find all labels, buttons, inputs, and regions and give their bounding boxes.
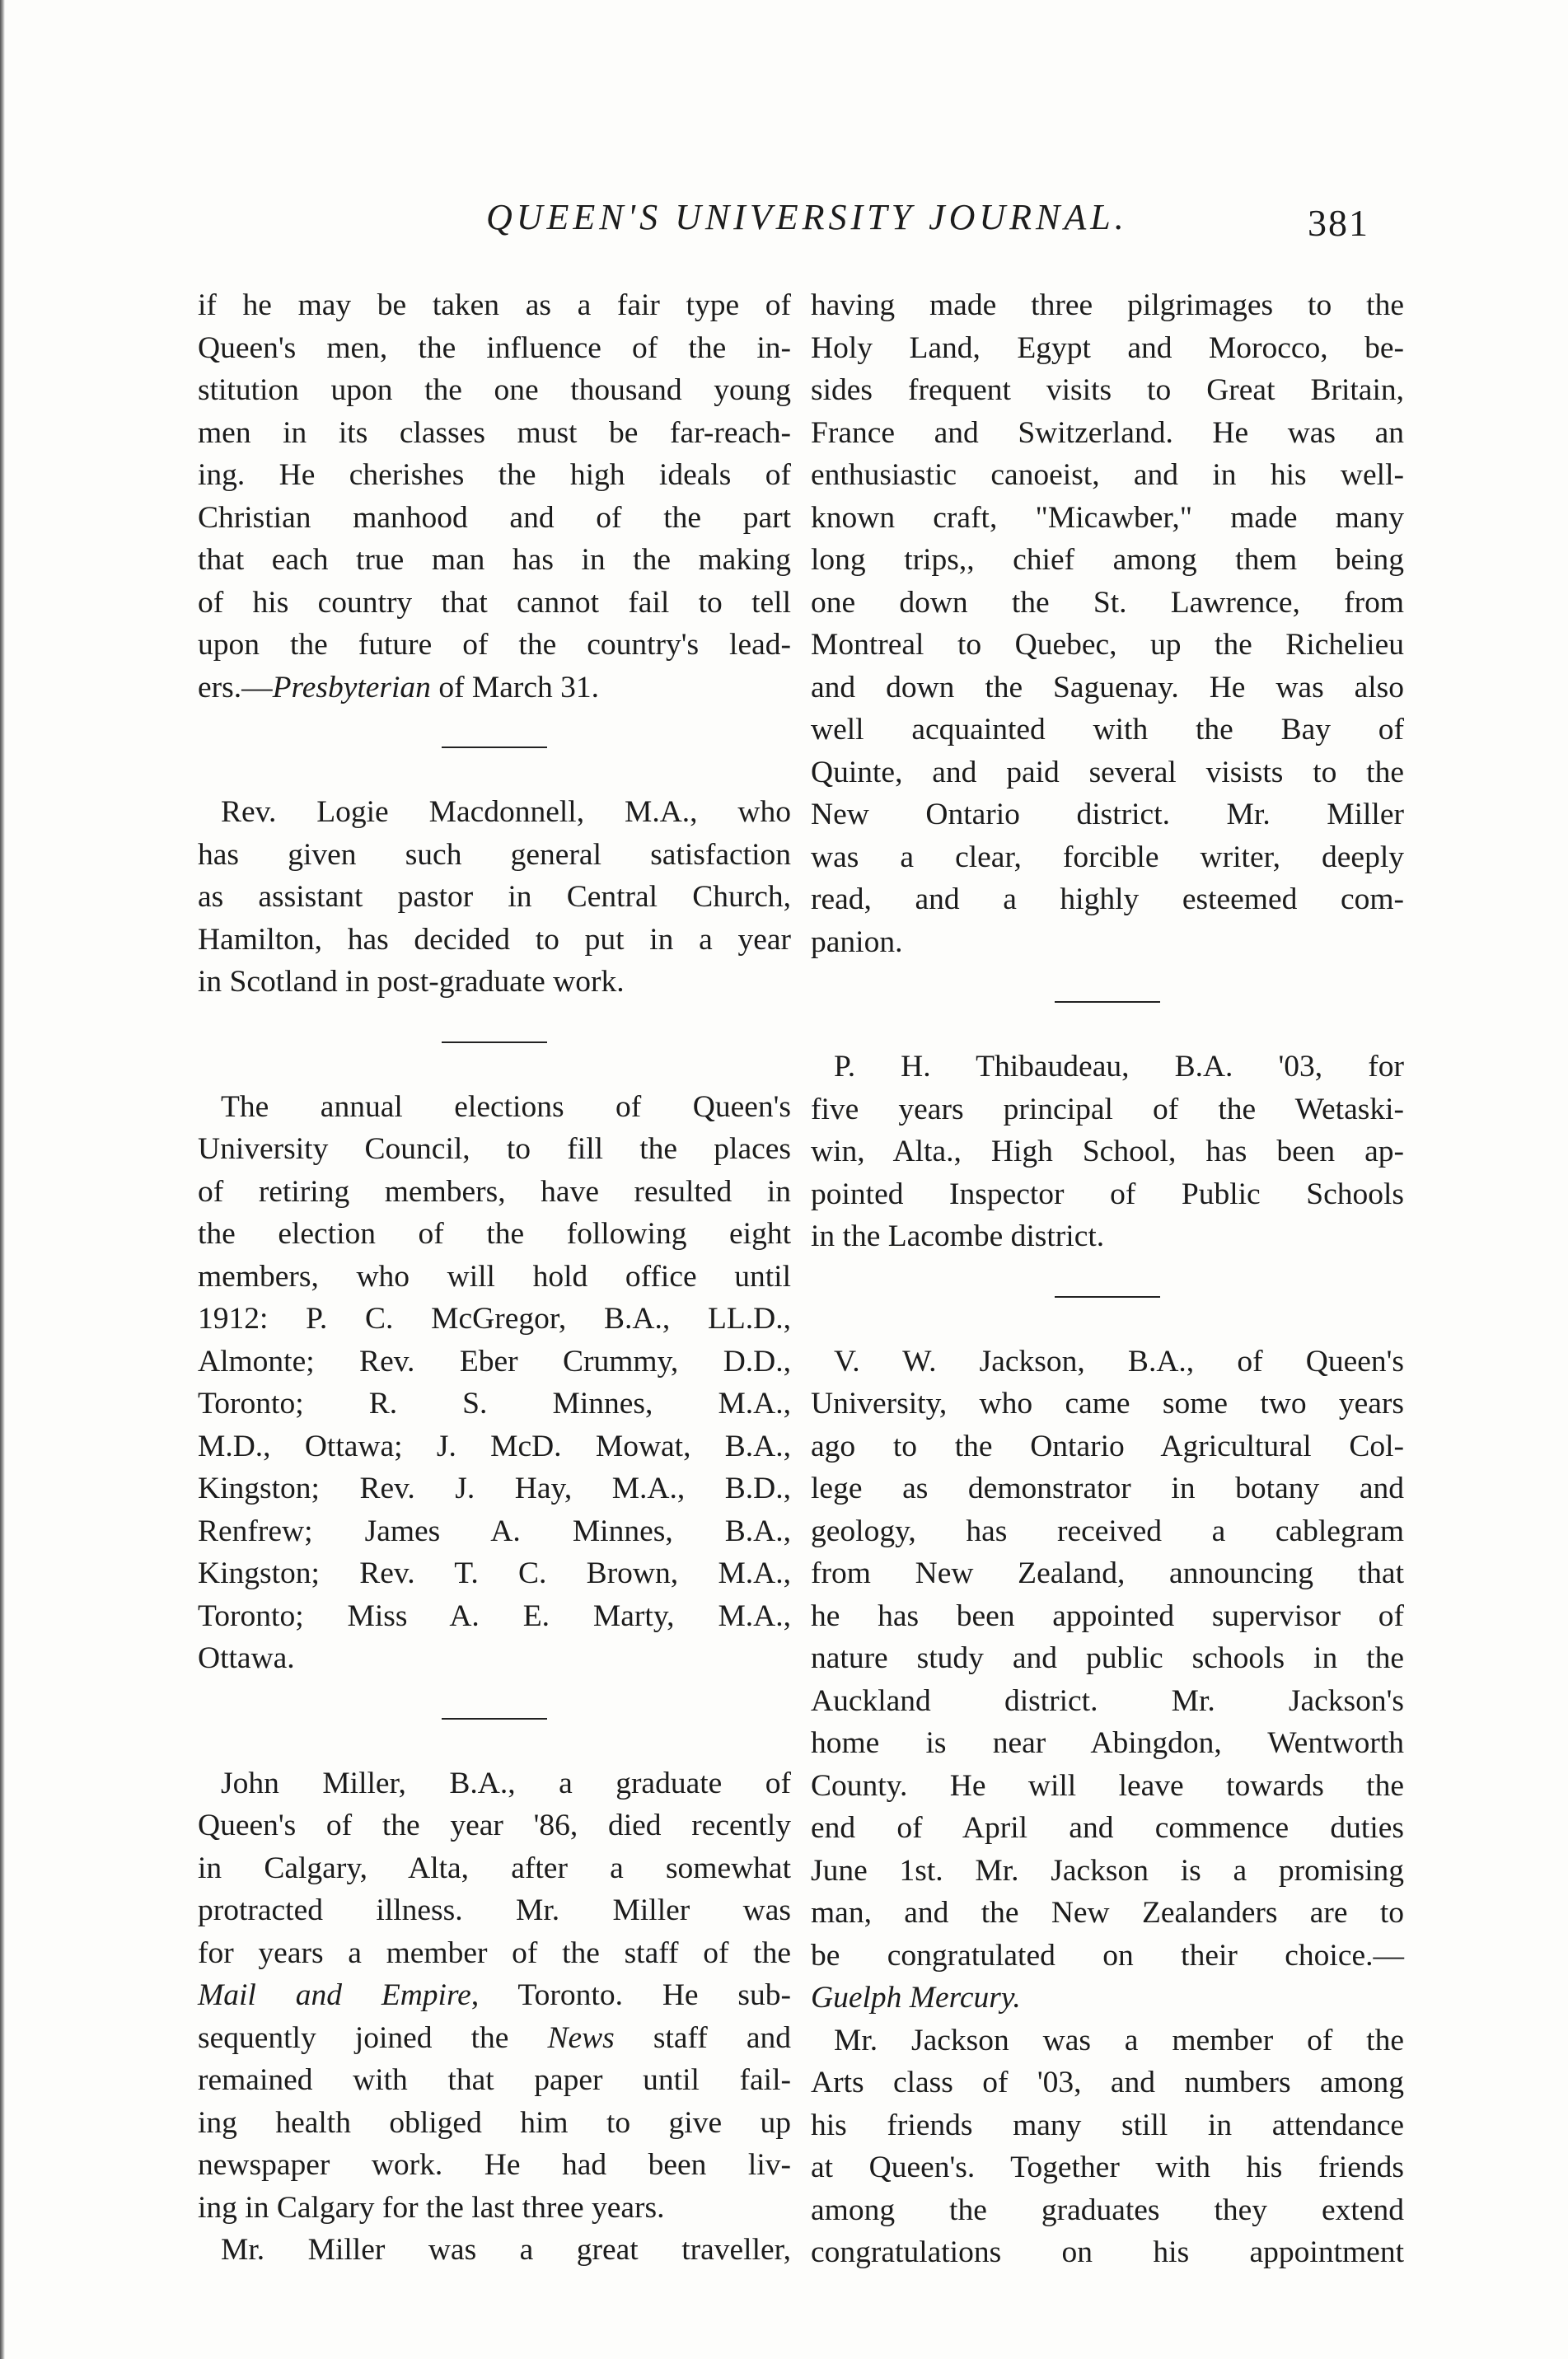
paragraph-presbyterian — [198, 284, 791, 709]
text-line: New Ontario district. Mr. Miller — [811, 798, 1404, 831]
text-line: France and Switzerland. He was an — [811, 415, 1404, 450]
text-line: in the Lacombe district. — [811, 1219, 1105, 1253]
text-line: one down the St. Lawrence, from — [811, 585, 1404, 620]
text-line: well acquainted with the Bay of — [811, 713, 1404, 747]
text-fragment: sequently joined the — [198, 2020, 548, 2055]
paragraph-miller-travels — [811, 284, 1404, 963]
text-line: John Miller, B.A., a graduate of — [221, 1766, 791, 1800]
text-line: as assistant pastor in Central Church, — [198, 880, 791, 914]
text-line: The annual elections of Queen's — [221, 1089, 791, 1124]
text-fragment: ers.— — [198, 670, 273, 704]
newspaper-title: News — [547, 2020, 615, 2055]
text-line: Kingston; Rev. T. C. Brown, M.A., — [198, 1556, 791, 1590]
text-line: members, who will hold office until — [198, 1259, 791, 1294]
text-line: pointed Inspector of Public Schools — [811, 1177, 1404, 1211]
text-line: June 1st. Mr. Jackson is a promising — [811, 1853, 1404, 1888]
text-line: the election of the following eight — [198, 1217, 791, 1251]
text-line: Renfrew; James A. Minnes, B.A., — [198, 1514, 791, 1548]
text-line: upon the future of the country's lead- — [198, 628, 791, 662]
text-line: man, and the New Zealanders are to — [811, 1896, 1404, 1930]
text-line: having made three pilgrimages to the — [811, 288, 1404, 322]
text-line: he has been appointed supervisor of — [811, 1598, 1404, 1633]
text-line: at Queen's. Together with his friends — [811, 2151, 1404, 2184]
text-line: Rev. Logie Macdonnell, M.A., who — [221, 795, 791, 829]
text-line: Christian manhood and of the part — [198, 500, 791, 535]
paragraph-john-miller — [198, 1762, 791, 2272]
source-citation: Presbyterian — [272, 670, 431, 704]
text-line: long trips,, chief among them being — [811, 543, 1404, 577]
text-line: Ottawa. — [198, 1641, 295, 1675]
text-line: V. W. Jackson, B.A., of Queen's — [834, 1344, 1404, 1378]
text-line: end of April and commence duties — [811, 1811, 1404, 1845]
text-line: panion. — [811, 924, 903, 959]
text-line: enthusiastic canoeist, and in his well- — [811, 458, 1404, 492]
text-line: home is near Abingdon, Wentworth — [811, 1726, 1404, 1760]
paragraph-jackson-class — [811, 2020, 1404, 2274]
binding-edge — [0, 0, 5, 2359]
text-line: for years a member of the staff of the — [198, 1935, 791, 1970]
text-line: University, who came some two years — [811, 1387, 1404, 1421]
text-line: Mr. Miller was a great traveller, — [221, 2233, 791, 2267]
text-line: his friends many still in attendance — [811, 2108, 1404, 2142]
text-line: protracted illness. Mr. Miller was — [198, 1893, 791, 1927]
text-line: and down the Saguenay. He was also — [811, 670, 1404, 704]
text-line: win, Alta., High School, has been ap- — [811, 1135, 1404, 1168]
section-divider — [442, 1041, 547, 1043]
text-line: Holy Land, Egypt and Morocco, be- — [811, 330, 1404, 365]
text-line: ing health obliged him to give up — [198, 2105, 791, 2140]
paragraph-council-elections — [198, 1086, 791, 1680]
text-line — [198, 2017, 791, 2060]
text-line: Hamilton, has decided to put in a year — [198, 922, 791, 957]
text-fragment: staff and — [614, 2020, 791, 2055]
text-line: nature study and public schools in the — [811, 1641, 1404, 1675]
text-line: among the graduates they extend — [811, 2193, 1404, 2227]
paragraph-thibaudeau — [811, 1046, 1404, 1258]
text-line: ing. He cherishes the high ideals of — [198, 458, 791, 492]
page-header — [198, 196, 1417, 254]
text-line: Arts class of '03, and numbers among — [811, 2066, 1404, 2099]
right-column — [811, 284, 1404, 2274]
text-line: Queen's men, the influence of the in- — [198, 330, 791, 365]
text-line: Toronto; R. S. Minnes, M.A., — [198, 1387, 791, 1421]
text-line: if he may be taken as a fair type of — [198, 288, 791, 322]
text-line: County. He will leave towards the — [811, 1768, 1404, 1803]
text-line: lege as demonstrator in botany and — [811, 1472, 1404, 1505]
text-line: has given such general satisfaction — [198, 837, 791, 872]
left-column — [198, 284, 791, 2272]
text-line: be congratulated on their choice.— — [811, 1938, 1404, 1973]
text-line: Kingston; Rev. J. Hay, M.A., B.D., — [198, 1472, 791, 1505]
text-line — [811, 1977, 1404, 2020]
text-line — [198, 1974, 791, 2017]
text-line: of retiring members, have resulted in — [198, 1174, 791, 1209]
text-line: 1912: P. C. McGregor, B.A., LL.D., — [198, 1302, 791, 1336]
text-line: of his country that cannot fail to tell — [198, 585, 791, 620]
text-line: in Scotland in post-graduate work. — [198, 965, 625, 999]
text-line: Mr. Jackson was a member of the — [834, 2023, 1404, 2057]
source-citation: Guelph Mercury. — [811, 1981, 1021, 2015]
text-line: men in its classes must be far-reach- — [198, 415, 791, 450]
text-line: from New Zealand, announcing that — [811, 1556, 1404, 1590]
text-line: Auckland district. Mr. Jackson's — [811, 1683, 1404, 1718]
text-fragment: , Toronto. He sub- — [470, 1978, 792, 2012]
paragraph-macdonnell — [198, 791, 791, 1004]
text-fragment: of March 31. — [430, 670, 600, 704]
text-line: read, and a highly esteemed com- — [811, 882, 1404, 916]
newspaper-title: Mail and Empire — [198, 1978, 471, 2012]
running-title: QUEEN'S UNIVERSITY JOURNAL. — [486, 197, 1128, 237]
section-divider — [442, 1718, 547, 1720]
section-divider — [1055, 1001, 1160, 1003]
text-line: Almonte; Rev. Eber Crummy, D.D., — [198, 1344, 791, 1378]
text-line: geology, has received a cablegram — [811, 1514, 1404, 1548]
text-line: sides frequent visits to Great Britain, — [811, 373, 1404, 407]
text-line: stitution upon the one thousand young — [198, 373, 791, 407]
text-line: in Calgary, Alta, after a somewhat — [198, 1851, 791, 1885]
text-line: University Council, to fill the places — [198, 1132, 791, 1166]
section-divider — [442, 747, 547, 748]
text-line: M.D., Ottawa; J. McD. Mowat, B.A., — [198, 1429, 791, 1463]
text-line: remained with that paper until fail- — [198, 2063, 791, 2097]
text-line: newspaper work. He had been liv- — [198, 2148, 791, 2182]
text-line: five years principal of the Wetaski- — [811, 1092, 1404, 1126]
section-divider — [1055, 1296, 1160, 1298]
text-line: ing in Calgary for the last three years. — [198, 2190, 665, 2225]
page-number: 381 — [1308, 202, 1369, 244]
text-line: Montreal to Quebec, up the Richelieu — [811, 628, 1404, 662]
text-line: P. H. Thibaudeau, B.A. '03, for — [834, 1050, 1404, 1084]
text-line: ago to the Ontario Agricultural Col- — [811, 1429, 1404, 1463]
text-line: that each true man has in the making — [198, 543, 791, 577]
text-line: Toronto; Miss A. E. Marty, M.A., — [198, 1598, 791, 1633]
paragraph-jackson — [811, 1341, 1404, 2020]
text-line — [198, 667, 791, 709]
text-line: was a clear, forcible writer, deeply — [811, 840, 1404, 874]
text-line: known craft, "Micawber," made many — [811, 500, 1404, 535]
text-line: Queen's of the year '86, died recently — [198, 1809, 791, 1842]
text-line: Quinte, and paid several visists to the — [811, 755, 1404, 789]
text-line: congratulations on his appointment — [811, 2235, 1404, 2269]
